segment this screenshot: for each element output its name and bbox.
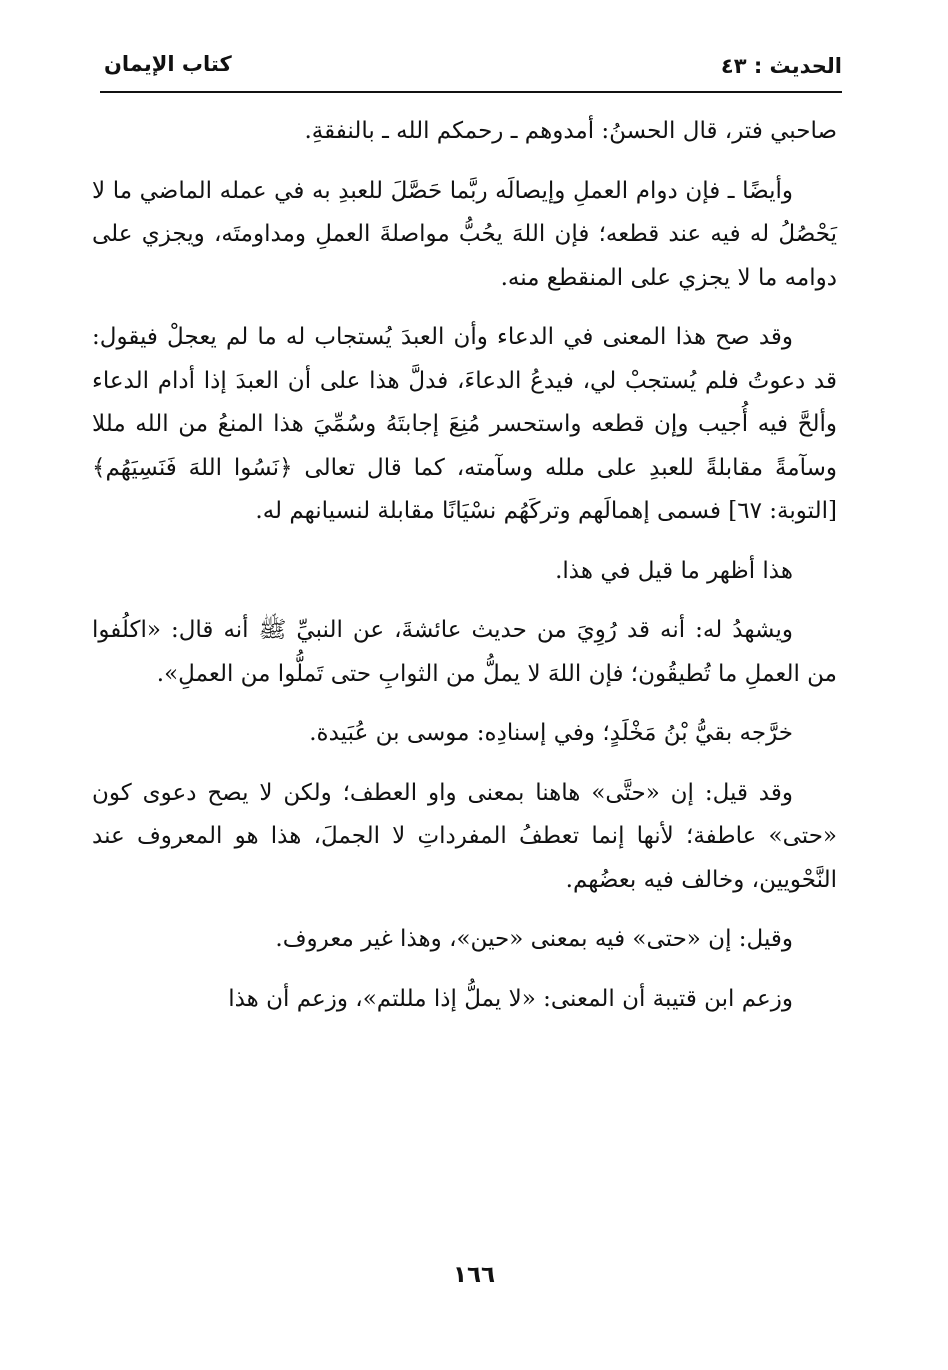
paragraph-7: وقد قيل: إن «حتَّى» هاهنا بمعنى واو العطف؛ ولكن لا يصح دعوى كون «حتى» عاطفة؛ لأنها إنما تعطفُ المفرداتِ لا الجملَ، هذا هو المعروف عند النَّحْويين، وخالف فيه بعضُهم. (92, 779, 837, 893)
page-body (92, 110, 837, 1037)
book-title: كتاب الإيمان (104, 52, 232, 76)
running-head (100, 50, 842, 90)
paragraph-2: وأيضًا ـ فإن دوام العملِ وإيصالَه ربَّما حَصَّلَ للعبدِ به في عمله الماضي ما لا يَحْصُلُ له فيه عند قطعه؛ فإن اللهَ يحُبُّ مواصلةَ العملِ ومداومتَه، ويجزي على دوامه ما لا يجزي على المنقطع منه. (92, 177, 837, 291)
paragraph-8: وقيل: إن «حتى» فيه بمعنى «حين»، وهذا غير معروف. (275, 926, 793, 952)
paragraph-3: وقد صح هذا المعنى في الدعاء وأن العبدَ يُستجاب له ما لم يعجلْ فيقول: قد دعوتُ فلم يُستجبْ لي، فيدعُ الدعاءَ، فدلَّ هذا على أن العبدَ إذا أدام الدعاء وألحَّ فيه أُجيب وإن قطعه واستحسر مُنِعَ إجابتَهُ وسُمِّيَ هذا المنعُ من الله مللا وسآمةً مقابلةً للعبدِ على ملله وسآمته، كما قال تعالى ﴿نَسُوا اللهَ فَنَسِيَهُم﴾ [التوبة: ٦٧] فسمى إهمالَهم وتركَهُم نسْيَانًا مقابلة لنسيانهم له. (92, 324, 837, 524)
paragraph-9: وزعم ابن قتيبة أن المعنى: «لا يملُّ إذا مللتم»، وزعم أن هذا (228, 985, 793, 1012)
header-divider (100, 91, 842, 93)
paragraph-5: ويشهدُ له: أنه قد رُوِيَ من حديث عائشةَ، عن النبيِّ ﷺ أنه قال: «اكلُفوا من العملِ ما تُطيقُون؛ فإن اللهَ لا يملُّ من الثوابِ حتى تَملُّوا من العملِ». (92, 617, 837, 687)
paragraph-4: هذا أظهر ما قيل في هذا. (555, 557, 793, 584)
paragraph-6: خرَّجه بقيُّ بْنُ مَخْلَدٍ؛ وفي إسنادِه: موسى بن عُبَيدة. (309, 720, 793, 746)
page-number: ١٦٦ (452, 1262, 496, 1288)
chapter-heading: الحديث : ٤٣ (720, 54, 842, 78)
paragraph-1: صاحبي فتر، قال الحسنُ: أمدوهم ـ رحمكم الله ـ بالنفقةِ. (304, 118, 837, 144)
